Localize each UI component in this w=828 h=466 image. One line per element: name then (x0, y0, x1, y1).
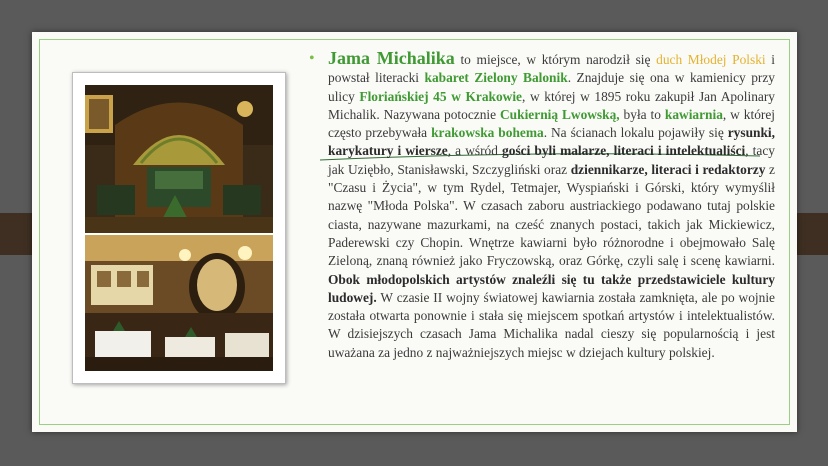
text-run-plain: z "Czasu i Życia", w tym Rydel, Tetmajer, Wyspiański i Górski, który wymyślił nazwę "Młoda Polska". W czasach zaboru austriackiego podawano tutaj polskie ciasta, nazywane mazurkami, na cześć znanych postaci, takich jak Mickiewicz, Paderewski czy Chopin. Wnętrze kawiarni było różnorodne i obejmowało Salę Zieloną, znaną również jako Fryczowską, oraz Górkę, czyli salę i scenę kawiarni. (328, 161, 776, 269)
text-run-green: kabaret Zielony Balonik (424, 70, 568, 86)
text-run-yellow: duch Młodej Polski (656, 52, 766, 67)
text-run-plain: , w której często przebywała (328, 106, 776, 141)
text-run-bold: dziennikarze, literaci i redaktorzy (570, 161, 766, 177)
text-run-plain: W czasie II wojny światowej kawiarnia została zamknięta, ale po wojnie została otwarta ponownie i stała się miejscem spotkań artystów i intelektualistów. W dzisiejszych czasach Jama Michalika nadal cieszy się popularnością i jest uważana za jedno z najważniejszych miejsc w dziejach kultury polskiej. (328, 289, 775, 360)
cafe-interior-photo-bottom (85, 235, 273, 371)
text-run-plain: i powstał literacki (328, 52, 775, 86)
description-paragraph (328, 48, 776, 360)
cafe-dining-illustration (85, 235, 273, 371)
text-run-plain: , w której w 1895 roku zakupił Jan Apolinary Michalik. Nazywana potocznie (328, 88, 775, 122)
text-run-green: Floriańskiej 45 w Krakowie (359, 88, 523, 104)
text-run-plain: . Na ścianach lokalu pojawiły się (543, 125, 728, 141)
cafe-interior-photo-top (85, 85, 273, 233)
description-text (309, 48, 776, 362)
text-run-green: kawiarnia (664, 106, 723, 122)
cafe-hall-illustration (85, 85, 273, 233)
text-run-plain: , a wśród (447, 143, 503, 159)
text-run-plain: . Znajduje się ona w kamienicy przy ulicy (328, 70, 775, 104)
bullet-icon: • (309, 50, 315, 67)
text-run-green-big: Jama Michalika (328, 48, 455, 68)
text-run-plain: była to (619, 106, 665, 122)
text-run-bold: gości byli malarze, literaci i intelektualiści (502, 143, 746, 159)
text-run-plain: , tacy jak Uziębło, Stanisławski, Szczygliński oraz (328, 143, 775, 177)
photo-collage (72, 72, 286, 384)
text-run-bold: rysunki, karykatury i wiersze (328, 125, 775, 159)
text-run-bold: Obok młodopolskich artystów znaleźli się tu także przedstawiciele kultury ludowej. (328, 271, 775, 305)
text-run-plain: to miejsce, w którym narodził się (454, 52, 657, 67)
text-run-green: krakowska bohema (431, 125, 544, 141)
text-run-green: Cukiernią Lwowską, (500, 106, 620, 122)
